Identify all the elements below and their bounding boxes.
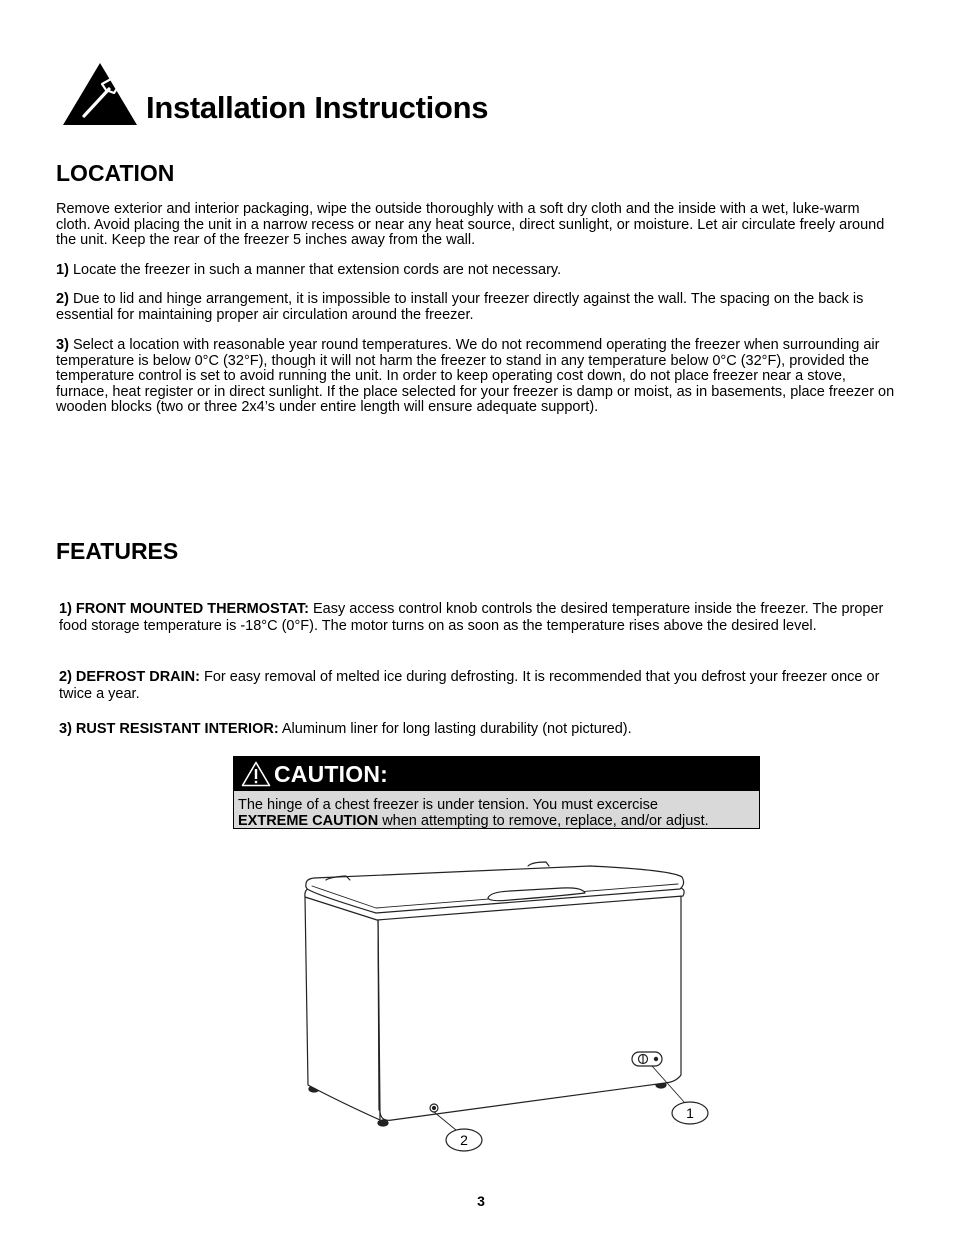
feature-item-2 (59, 669, 901, 703)
feature-text: For easy removal of melted ice during defrosting. It is recommended that you defrost your freezer once or twice a year. (59, 669, 880, 702)
page-number: 3 (477, 1193, 485, 1209)
features-heading: FEATURES (56, 538, 179, 564)
feature-label: 2) DEFROST DRAIN: (59, 669, 200, 685)
chest-freezer-illustration (296, 860, 716, 1160)
caution-box (233, 756, 760, 829)
location-item-1 (56, 263, 898, 279)
location-item-3 (56, 338, 898, 416)
item-text: Locate the freezer in such a manner that extension cords are not necessary. (72, 262, 562, 278)
feature-label: 1) FRONT MOUNTED THERMOSTAT: (59, 601, 309, 617)
location-item-2 (56, 292, 898, 323)
feature-text: Easy access control knob controls the desired temperature inside the freezer. The proper food storage temperature is -18°C (0°F). The motor turns on as soon as the temperature rises above the desired level. (59, 601, 884, 634)
caution-title: CAUTION: (274, 760, 389, 787)
page-title: Installation Instructions (146, 90, 489, 125)
callout-1: 1 (686, 1105, 694, 1121)
caution-text-after: when attempting to remove, replace, and/or adjust. (382, 813, 709, 829)
item-text: Select a location with reasonable year round temperatures. We do not recommend operating the freezer when surrounding air temperature is below 0°C (32°F), though it will not harm the freezer to stand in any temperature below 0°C (32°F), provided the temperature control is set to avoid running the unit. In order to keep operating cost down, do not place freezer near a stove, furnace, heat register or in direct sunlight. If the place selected for your freezer is damp or moist, as in basements, place freezer on wooden blocks (two or three 2x4’s under entire length will ensure adequate support). (56, 337, 895, 415)
callout-2: 2 (460, 1132, 468, 1148)
feature-item-3 (59, 721, 901, 738)
caution-emphasis: EXTREME CAUTION (238, 813, 379, 829)
item-number: 3) (56, 337, 69, 353)
feature-item-1 (59, 601, 901, 635)
caution-text (234, 791, 759, 829)
item-text: Due to lid and hinge arrangement, it is impossible to install your freezer directly against the wall. The spacing on the back is essential for maintaining proper air circulation around the freezer. (56, 291, 864, 323)
item-number: 2) (56, 291, 69, 307)
caution-text-before: The hinge of a chest freezer is under tension. You must excercise (238, 797, 658, 813)
location-heading: LOCATION (56, 160, 175, 186)
location-intro: Remove exterior and interior packaging, wipe the outside thoroughly with a soft dry cloth and the inside with a wet, luke-warm cloth. Avoid placing the unit in a narrow recess or near any heat source, direct sunlight, or moisture. Let air circulate freely around the unit. Keep the rear of the freezer 5 inches away from the wall. (56, 201, 885, 248)
warning-triangle-hammer-icon (62, 62, 138, 126)
caution-header (234, 757, 759, 791)
warning-icon (241, 761, 271, 787)
item-number: 1) (56, 262, 69, 278)
feature-text: Aluminum liner for long lasting durability (not pictured). (281, 721, 632, 737)
feature-label: 3) RUST RESISTANT INTERIOR: (59, 721, 279, 737)
